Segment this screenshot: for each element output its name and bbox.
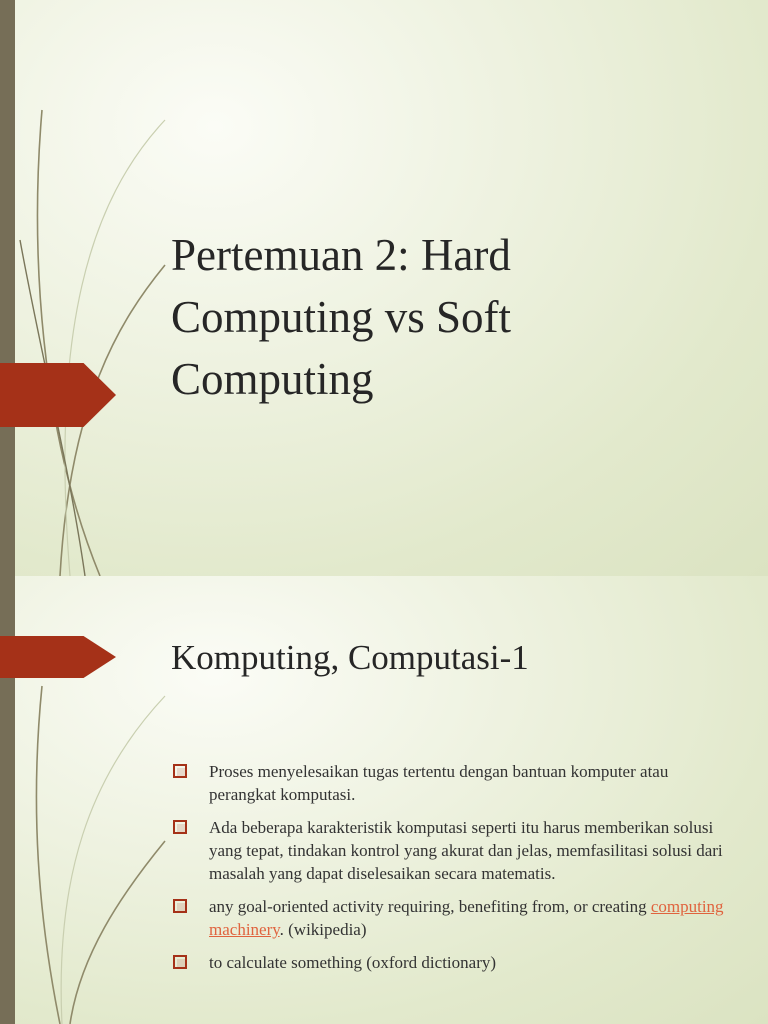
bullet-text: Proses menyelesaikan tugas tertentu dengan bantuan komputer atau perangkat komputasi.: [209, 762, 669, 804]
title-line: Pertemuan 2: Hard: [171, 230, 511, 280]
bullet-text: to calculate something (oxford dictionary): [209, 953, 497, 972]
square-bullet-icon: [173, 764, 187, 778]
list-item: [171, 816, 731, 885]
title-line: Computing vs Soft: [171, 292, 512, 342]
computing-machinery-link[interactable]: computing machinery: [209, 897, 724, 939]
square-bullet-icon: [173, 955, 187, 969]
slide-2-title: Komputing, Computasi-1: [171, 638, 529, 677]
square-bullet-icon: [173, 820, 187, 834]
bullet-text-after: . (wikipedia): [279, 920, 367, 939]
square-bullet-icon: [173, 899, 187, 913]
title-line: Computing: [171, 354, 374, 404]
swirl-decoration-icon: [0, 0, 200, 576]
list-item: [171, 895, 731, 941]
list-item: [171, 951, 731, 974]
slide-1-title: [171, 224, 691, 410]
bullet-text-before: any goal-oriented activity requiring, benefiting from, or creating: [209, 897, 651, 916]
bullet-text: Ada beberapa karakteristik komputasi seperti itu harus memberikan solusi yang tepat, tindakan kontrol yang akurat dan jelas, memfasilitasi solusi dari masalah yang dapat diselesaikan secara matematis.: [209, 818, 723, 883]
slide-2: [0, 576, 768, 1024]
bullet-list: [171, 760, 731, 984]
list-item: [171, 760, 731, 806]
